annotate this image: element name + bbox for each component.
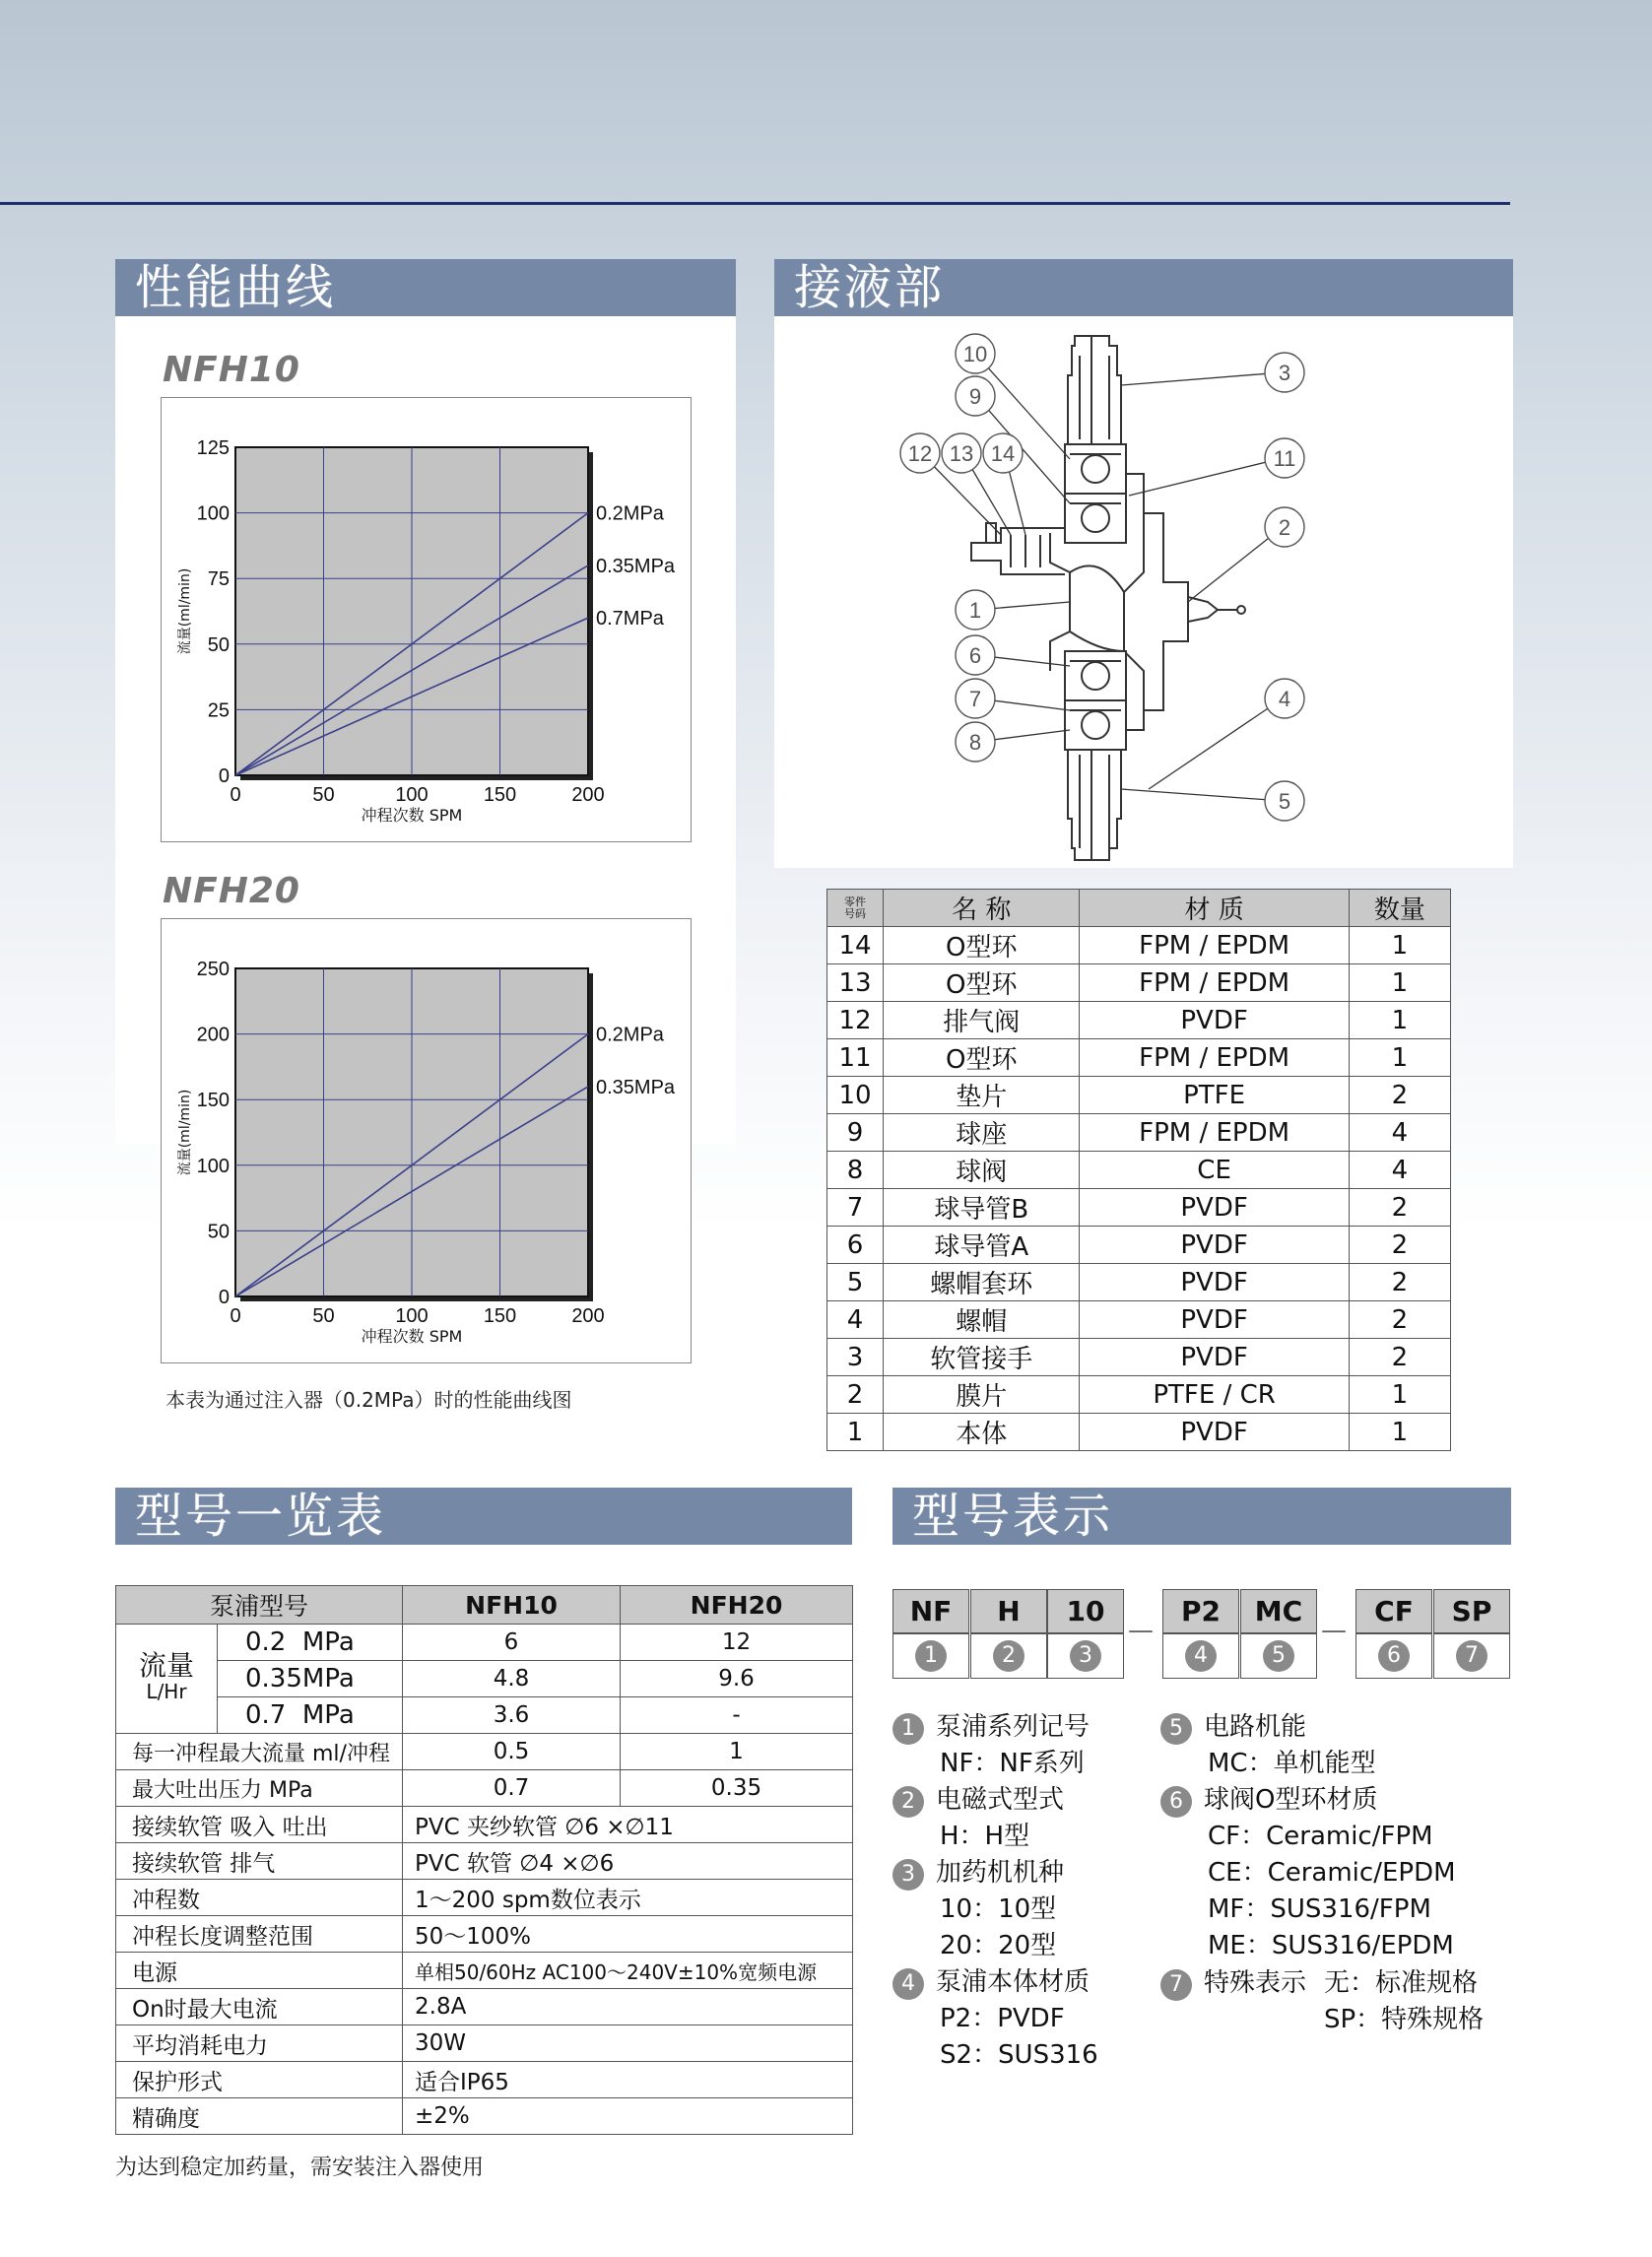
x-tick-label: 0 <box>230 1305 241 1327</box>
parts-table <box>826 889 1451 1451</box>
flow-pressure: 0.35MPa <box>218 1661 403 1697</box>
code-number-badge: 6 <box>1378 1640 1410 1672</box>
callout-number: 11 <box>1273 446 1296 471</box>
parts-row <box>827 1376 1451 1414</box>
legend-title-text: 电磁式型式 <box>936 1785 1065 1815</box>
code-box: P2 <box>1162 1589 1239 1633</box>
header-pump-model: 泵浦型号 <box>116 1586 403 1625</box>
series-label: 0.2MPa <box>596 1024 664 1046</box>
callout-number: 6 <box>968 643 982 668</box>
code-separator-dash: — <box>1128 1616 1154 1645</box>
code-number-badge: 4 <box>1185 1640 1217 1672</box>
part-material: PVDF <box>1080 1414 1349 1451</box>
part-name: 球导管A <box>884 1227 1080 1264</box>
parts-row <box>827 927 1451 964</box>
header-part-no <box>827 890 884 927</box>
spec-row <box>116 2062 853 2098</box>
part-name: 球座 <box>884 1114 1080 1152</box>
part-qty: 2 <box>1349 1077 1450 1114</box>
per-stroke-nfh20: 1 <box>621 1734 853 1770</box>
parts-row <box>827 1227 1451 1264</box>
spec-label: On时最大电流 <box>116 1989 403 2025</box>
part-name: O型环 <box>884 927 1080 964</box>
spec-label: 冲程长度调整范围 <box>116 1916 403 1953</box>
parts-row <box>827 1077 1451 1114</box>
top-divider-line <box>0 202 1510 205</box>
part-no: 9 <box>827 1114 884 1152</box>
legend-option: 20：20型 <box>940 1931 1057 1960</box>
part-material: PVDF <box>1080 1301 1349 1339</box>
part-qty: 2 <box>1349 1301 1450 1339</box>
part-no: 11 <box>827 1039 884 1077</box>
legend-option: SP：特殊规格 <box>1324 2005 1485 2034</box>
part-material: FPM / EPDM <box>1080 1114 1349 1152</box>
callout-number: 12 <box>907 441 933 466</box>
callout-number: 10 <box>962 342 988 366</box>
parts-row <box>827 1339 1451 1376</box>
parts-row <box>827 1039 1451 1077</box>
section-title: 性能曲线 <box>135 260 337 315</box>
chart-caption: 本表为通过注入器（0.2MPa）时的性能曲线图 <box>165 1388 572 1412</box>
part-material: CE <box>1080 1152 1349 1189</box>
part-qty: 4 <box>1349 1152 1450 1189</box>
part-material: PVDF <box>1080 1264 1349 1301</box>
part-name: O型环 <box>884 1039 1080 1077</box>
part-name: 膜片 <box>884 1376 1080 1414</box>
code-number-box <box>1162 1633 1239 1679</box>
part-name: 球导管B <box>884 1189 1080 1227</box>
part-no: 14 <box>827 927 884 964</box>
code-number-badge: 2 <box>993 1640 1024 1672</box>
flow-value-nfh10: 6 <box>403 1625 621 1661</box>
spec-max-pressure-row <box>116 1770 853 1807</box>
part-material: FPM / EPDM <box>1080 964 1349 1002</box>
x-tick-label: 50 <box>312 1305 335 1327</box>
legend-number-badge: 3 <box>892 1859 924 1891</box>
part-no: 10 <box>827 1077 884 1114</box>
chart-title-nfh20: NFH20 <box>163 871 300 911</box>
parts-row <box>827 1264 1451 1301</box>
series-label: 0.35MPa <box>596 1076 676 1098</box>
code-number-box <box>892 1633 969 1679</box>
header-part-no-line2: 号码 <box>844 906 867 920</box>
legend-item-title <box>892 1709 1098 1746</box>
series-label: 0.35MPa <box>596 555 676 577</box>
y-tick-label: 250 <box>196 959 230 980</box>
legend-item-title <box>892 1782 1098 1819</box>
spec-label: 电源 <box>116 1953 403 1989</box>
y-tick-label: 150 <box>196 1090 230 1112</box>
parts-row <box>827 1114 1451 1152</box>
x-axis-label: 冲程次数 SPM <box>361 1327 463 1346</box>
max-pressure-label: 最大吐出压力 MPa <box>116 1770 403 1807</box>
part-material: PTFE / CR <box>1080 1376 1349 1414</box>
flow-value-nfh10: 4.8 <box>403 1661 621 1697</box>
spec-value: 适合IP65 <box>403 2062 853 2098</box>
section-title: 型号一览表 <box>135 1489 387 1544</box>
spec-value: 1～200 spm数位表示 <box>403 1880 853 1916</box>
diagram-panel <box>774 316 1513 868</box>
legend-number-badge: 1 <box>892 1713 924 1745</box>
part-no: 6 <box>827 1227 884 1264</box>
header-name: 名 称 <box>884 890 1080 927</box>
header-nfh10: NFH10 <box>403 1586 621 1625</box>
code-box: NF <box>892 1589 969 1633</box>
legend-item-7 <box>1160 1965 1484 2038</box>
flow-label-cell <box>116 1625 218 1734</box>
legend-item-title <box>892 1855 1098 1892</box>
y-tick-label: 75 <box>207 568 230 591</box>
spec-label: 接续软管 排气 <box>116 1843 403 1880</box>
spec-label: 接续软管 吸入 吐出 <box>116 1807 403 1843</box>
part-no: 2 <box>827 1376 884 1414</box>
max-pressure-nfh10: 0.7 <box>403 1770 621 1807</box>
legend-option: ME：SUS316/EPDM <box>1208 1931 1454 1960</box>
spec-flow-row-3 <box>116 1697 853 1734</box>
spec-row <box>116 1807 853 1843</box>
y-tick-label: 200 <box>196 1024 230 1046</box>
parts-row <box>827 1189 1451 1227</box>
part-qty: 1 <box>1349 1414 1450 1451</box>
y-axis-label: 流量(ml/min) <box>177 1089 193 1176</box>
y-tick-label: 50 <box>207 1221 230 1243</box>
y-tick-label: 50 <box>207 633 230 656</box>
legend-column <box>892 1709 1098 2074</box>
flow-value-nfh10: 3.6 <box>403 1697 621 1734</box>
part-name: 本体 <box>884 1414 1080 1451</box>
part-qty: 2 <box>1349 1339 1450 1376</box>
header-part-no-line1: 零件 <box>844 895 867 908</box>
spec-label: 冲程数 <box>116 1880 403 1916</box>
spec-row <box>116 2025 853 2062</box>
section-title: 型号表示 <box>912 1489 1114 1544</box>
part-name: O型环 <box>884 964 1080 1002</box>
parts-row <box>827 964 1451 1002</box>
part-qty: 2 <box>1349 1227 1450 1264</box>
part-material: FPM / EPDM <box>1080 927 1349 964</box>
max-pressure-nfh20: 0.35 <box>621 1770 853 1807</box>
spec-flow-row-1 <box>116 1625 853 1661</box>
spec-value: 30W <box>403 2025 853 2062</box>
spec-table <box>115 1585 853 2135</box>
spec-flow-row-2 <box>116 1661 853 1697</box>
series-label: 0.7MPa <box>596 608 664 631</box>
legend-option: MC：单机能型 <box>1208 1749 1376 1778</box>
part-qty: 2 <box>1349 1264 1450 1301</box>
legend-option: NF：NF系列 <box>940 1749 1085 1778</box>
x-tick-label: 200 <box>571 784 605 806</box>
part-name: 球阀 <box>884 1152 1080 1189</box>
part-name: 垫片 <box>884 1077 1080 1114</box>
x-tick-label: 150 <box>483 784 517 806</box>
part-no: 5 <box>827 1264 884 1301</box>
legend-option: CE：Ceramic/EPDM <box>1208 1858 1456 1888</box>
flow-value-nfh20: 12 <box>621 1625 853 1661</box>
part-no: 13 <box>827 964 884 1002</box>
code-number-box <box>970 1633 1047 1679</box>
y-tick-label: 125 <box>196 437 230 459</box>
flow-unit: L/Hr <box>146 1680 187 1703</box>
spec-per-stroke-row <box>116 1734 853 1770</box>
code-number-badge: 1 <box>915 1640 947 1672</box>
legend-number-badge: 7 <box>1160 1969 1192 2001</box>
callout-number: 13 <box>949 441 974 466</box>
spec-row <box>116 1953 853 1989</box>
spec-value: 50～100% <box>403 1916 853 1953</box>
parts-row <box>827 1152 1451 1189</box>
callout-number: 5 <box>1278 789 1291 814</box>
spec-row <box>116 2098 853 2135</box>
header-nfh20: NFH20 <box>621 1586 853 1625</box>
section-title: 接液部 <box>794 260 946 315</box>
callout-number: 14 <box>990 441 1016 466</box>
part-material: PVDF <box>1080 1339 1349 1376</box>
callout-number: 8 <box>968 730 982 755</box>
flow-pressure: 0.2 MPa <box>218 1625 403 1661</box>
flow-label: 流量 <box>138 1649 194 1682</box>
part-name: 螺帽 <box>884 1301 1080 1339</box>
part-qty: 1 <box>1349 1376 1450 1414</box>
section-header-wetted-parts <box>774 259 1513 316</box>
spec-row <box>116 1989 853 2025</box>
flow-value-nfh20: 9.6 <box>621 1661 853 1697</box>
legend-number-badge: 2 <box>892 1786 924 1818</box>
legend-option: H：H型 <box>940 1822 1030 1851</box>
legend-title-text: 电路机能 <box>1204 1712 1307 1742</box>
spec-note: 为达到稳定加药量，需安装注入器使用 <box>115 2156 485 2180</box>
callout-number: 7 <box>968 687 982 711</box>
code-number-box <box>1047 1633 1124 1679</box>
code-box: SP <box>1433 1589 1510 1633</box>
part-material: PVDF <box>1080 1002 1349 1039</box>
callout-number: 2 <box>1278 515 1291 540</box>
section-header-model-code <box>892 1488 1511 1545</box>
part-name: 排气阀 <box>884 1002 1080 1039</box>
section-header-performance <box>115 259 736 316</box>
chart-nfh20 <box>161 918 692 1363</box>
legend-item-title <box>1160 1782 1456 1819</box>
legend-option: CF：Ceramic/FPM <box>1208 1822 1433 1851</box>
legend-option: P2：PVDF <box>940 2004 1065 2033</box>
y-tick-label: 0 <box>218 1287 230 1308</box>
legend-item-title <box>1160 1709 1456 1746</box>
legend-option: 10：10型 <box>940 1894 1057 1924</box>
code-box: H <box>970 1589 1047 1633</box>
part-no: 4 <box>827 1301 884 1339</box>
pump-cross-section-diagram <box>774 316 1513 868</box>
x-tick-label: 0 <box>230 784 241 806</box>
spec-value: 单相50/60Hz AC100～240V±10%宽频电源 <box>403 1953 853 1989</box>
callout-number: 1 <box>968 598 982 623</box>
section-header-model-list <box>115 1488 852 1545</box>
chart-svg-nfh10 <box>162 398 691 841</box>
y-tick-label: 0 <box>218 765 230 787</box>
legend-number-badge: 6 <box>1160 1786 1192 1818</box>
spec-row <box>116 1916 853 1953</box>
parts-row <box>827 1414 1451 1451</box>
parts-row <box>827 1301 1451 1339</box>
legend-item-title <box>892 1964 1098 2001</box>
spec-row <box>116 1843 853 1880</box>
code-number-box <box>1240 1633 1317 1679</box>
legend-option: 无：标准规格 <box>1324 1968 1479 1998</box>
legend-number-badge: 5 <box>1160 1713 1192 1745</box>
part-material: PVDF <box>1080 1189 1349 1227</box>
flow-value-nfh20: - <box>621 1697 853 1734</box>
part-qty: 4 <box>1349 1114 1450 1152</box>
part-qty: 1 <box>1349 1039 1450 1077</box>
part-material: FPM / EPDM <box>1080 1039 1349 1077</box>
legend-title-text: 泵浦系列记号 <box>936 1712 1090 1742</box>
spec-label: 保护形式 <box>116 2062 403 2098</box>
part-qty: 1 <box>1349 927 1450 964</box>
code-box: CF <box>1355 1589 1432 1633</box>
per-stroke-label: 每一冲程最大流量 ml/冲程 <box>116 1734 403 1770</box>
legend-option: MF：SUS316/FPM <box>1208 1894 1431 1924</box>
chart-nfh10 <box>161 397 692 842</box>
legend-title-text: 加药机机种 <box>936 1858 1065 1888</box>
part-qty: 1 <box>1349 1002 1450 1039</box>
spec-row <box>116 1880 853 1916</box>
spec-value: PVC 夹纱软管 ∅6 ×∅11 <box>403 1807 853 1843</box>
y-tick-label: 100 <box>196 502 230 525</box>
callout-number: 4 <box>1278 687 1291 711</box>
spec-value: PVC 软管 ∅4 ×∅6 <box>403 1843 853 1880</box>
spec-header-row <box>116 1586 853 1625</box>
y-tick-label: 25 <box>207 699 230 722</box>
part-qty: 2 <box>1349 1189 1450 1227</box>
legend-number-badge: 4 <box>892 1968 924 2000</box>
code-separator-dash: — <box>1321 1616 1347 1645</box>
part-no: 8 <box>827 1152 884 1189</box>
code-box: MC <box>1240 1589 1317 1633</box>
spec-label: 精确度 <box>116 2098 403 2135</box>
header-qty: 数量 <box>1349 890 1450 927</box>
x-tick-label: 100 <box>395 1305 429 1327</box>
code-number-box <box>1355 1633 1432 1679</box>
part-name: 螺帽套环 <box>884 1264 1080 1301</box>
part-material: PVDF <box>1080 1227 1349 1264</box>
spec-label: 平均消耗电力 <box>116 2025 403 2062</box>
series-label: 0.2MPa <box>596 502 664 525</box>
flow-pressure: 0.7 MPa <box>218 1697 403 1734</box>
chart-title-nfh10: NFH10 <box>163 350 300 390</box>
chart-svg-nfh20 <box>162 919 691 1362</box>
part-no: 12 <box>827 1002 884 1039</box>
parts-row <box>827 1002 1451 1039</box>
part-name: 软管接手 <box>884 1339 1080 1376</box>
parts-header-row <box>827 890 1451 927</box>
part-qty: 1 <box>1349 964 1450 1002</box>
per-stroke-nfh10: 0.5 <box>403 1734 621 1770</box>
code-number-badge: 7 <box>1456 1640 1487 1672</box>
x-tick-label: 100 <box>395 784 429 806</box>
legend-title-text: 泵浦本体材质 <box>936 1967 1090 1997</box>
header-material: 材 质 <box>1080 890 1349 927</box>
x-axis-label: 冲程次数 SPM <box>361 806 463 825</box>
code-number-box <box>1433 1633 1510 1679</box>
legend-item-title <box>1160 1965 1484 2002</box>
part-no: 3 <box>827 1339 884 1376</box>
legend-title-text: 特殊表示 <box>1204 1968 1307 1998</box>
code-number-badge: 5 <box>1263 1640 1294 1672</box>
callout-number: 3 <box>1278 361 1291 385</box>
code-box: 10 <box>1047 1589 1124 1633</box>
x-tick-label: 200 <box>571 1305 605 1327</box>
x-tick-label: 150 <box>483 1305 517 1327</box>
legend-title-text: 球阀O型环材质 <box>1204 1785 1378 1815</box>
code-number-badge: 3 <box>1070 1640 1101 1672</box>
y-axis-label: 流量(ml/min) <box>177 567 193 655</box>
part-material: PTFE <box>1080 1077 1349 1114</box>
part-no: 7 <box>827 1189 884 1227</box>
spec-value: ±2% <box>403 2098 853 2135</box>
callout-number: 9 <box>968 384 982 409</box>
y-tick-label: 100 <box>196 1155 230 1177</box>
part-no: 1 <box>827 1414 884 1451</box>
x-tick-label: 50 <box>312 784 335 806</box>
legend-column <box>1160 1709 1456 1964</box>
spec-value: 2.8A <box>403 1989 853 2025</box>
legend-option: S2：SUS316 <box>940 2040 1098 2070</box>
